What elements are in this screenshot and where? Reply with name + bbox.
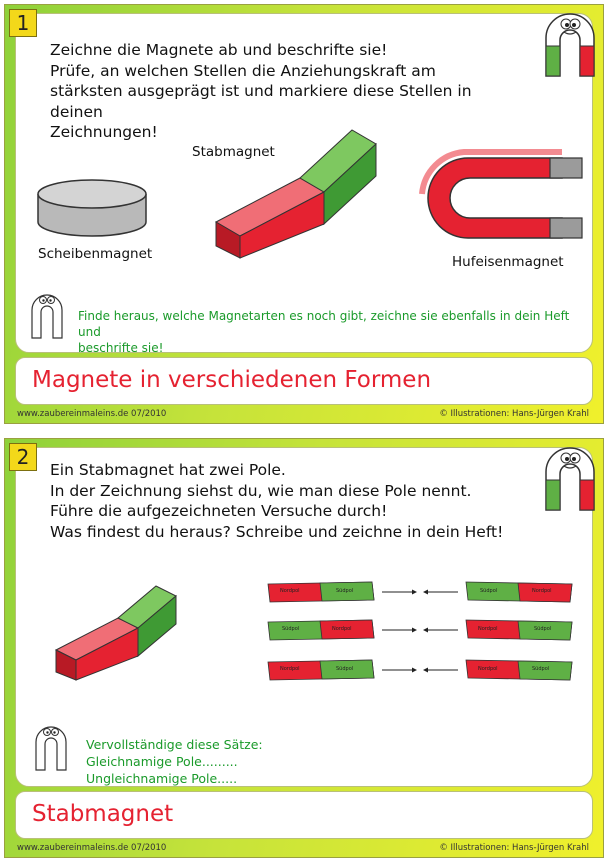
- mascot-outline-icon: [28, 294, 66, 342]
- hint-text: [78, 308, 588, 356]
- card-number: 2: [9, 443, 37, 471]
- mascot-outline-icon: [32, 726, 70, 774]
- pole-label: Nordpol: [280, 588, 300, 594]
- task-line: Ungleichnamige Pole.....: [86, 771, 238, 786]
- experiment-row-3: [266, 658, 576, 682]
- instructions: [50, 460, 520, 542]
- pole-label: Südpol: [282, 626, 300, 632]
- content-panel: [15, 13, 593, 353]
- pole-label: Nordpol: [332, 626, 352, 632]
- instruction-line: Ein Stabmagnet hat zwei Pole.: [50, 461, 286, 479]
- card-number: 1: [9, 9, 37, 37]
- task-card-1: [4, 4, 604, 424]
- pole-label: Nordpol: [478, 626, 498, 632]
- footer-left: www.zaubereinmaleins.de 07/2010: [17, 843, 167, 853]
- experiment-row-1: [266, 580, 576, 604]
- task-line: Gleichnamige Pole.........: [86, 754, 238, 769]
- content-panel: [15, 447, 593, 787]
- instruction-line: Führe die aufgezeichneten Versuche durch!: [50, 502, 388, 520]
- task-text: [86, 736, 263, 787]
- task-card-2: [4, 438, 604, 858]
- pole-label: Nordpol: [280, 666, 300, 672]
- experiment-row-2: [266, 618, 576, 642]
- pole-label: Nordpol: [478, 666, 498, 672]
- pole-label: Südpol: [534, 626, 552, 632]
- hint-line: beschrifte sie!: [78, 341, 164, 355]
- instruction-line: In der Zeichnung siehst du, wie man diese Pole nennt.: [50, 481, 472, 500]
- bar-magnet-illustration: [212, 122, 380, 262]
- pole-label: Südpol: [480, 588, 498, 594]
- label-scheibenmagnet: Scheibenmagnet: [38, 246, 153, 262]
- label-stabmagnet: Stabmagnet: [192, 144, 275, 160]
- card-title: Stabmagnet: [32, 801, 174, 827]
- magnet-mascot-icon: [542, 450, 598, 522]
- card-title: Magnete in verschiedenen Formen: [32, 367, 432, 393]
- pole-label: Südpol: [336, 666, 354, 672]
- disc-magnet-illustration: [36, 178, 148, 240]
- footer-right: © Illustrationen: Hans-Jürgen Krahl: [439, 843, 589, 853]
- footer-left: www.zaubereinmaleins.de 07/2010: [17, 409, 167, 419]
- hint-line: Finde heraus, welche Magnetarten es noch gibt, zeichne sie ebenfalls in dein Heft und: [78, 309, 570, 339]
- magnet-mascot-icon: [542, 16, 598, 88]
- instruction-line: stärksten ausgeprägt ist und markiere diese Stellen in deinen: [50, 82, 472, 121]
- label-hufeisenmagnet: Hufeisenmagnet: [452, 254, 564, 270]
- pole-label: Nordpol: [532, 588, 552, 594]
- instruction-line: Was findest du heraus? Schreibe und zeichne in dein Heft!: [50, 522, 504, 541]
- pole-label: Südpol: [336, 588, 354, 594]
- footer-right: © Illustrationen: Hans-Jürgen Krahl: [439, 409, 589, 419]
- instruction-line: Zeichne die Magnete ab und beschrifte sie!: [50, 41, 388, 59]
- horseshoe-magnet-illustration: [412, 142, 588, 242]
- bar-magnet-illustration: [52, 578, 180, 682]
- pole-label: Südpol: [532, 666, 550, 672]
- card-title-bar: [15, 791, 593, 839]
- task-line: Vervollständige diese Sätze:: [86, 737, 263, 752]
- card-title-bar: [15, 357, 593, 405]
- instruction-line: Zeichnungen!: [50, 123, 158, 141]
- instruction-line: Prüfe, an welchen Stellen die Anziehungskraft am: [50, 61, 436, 80]
